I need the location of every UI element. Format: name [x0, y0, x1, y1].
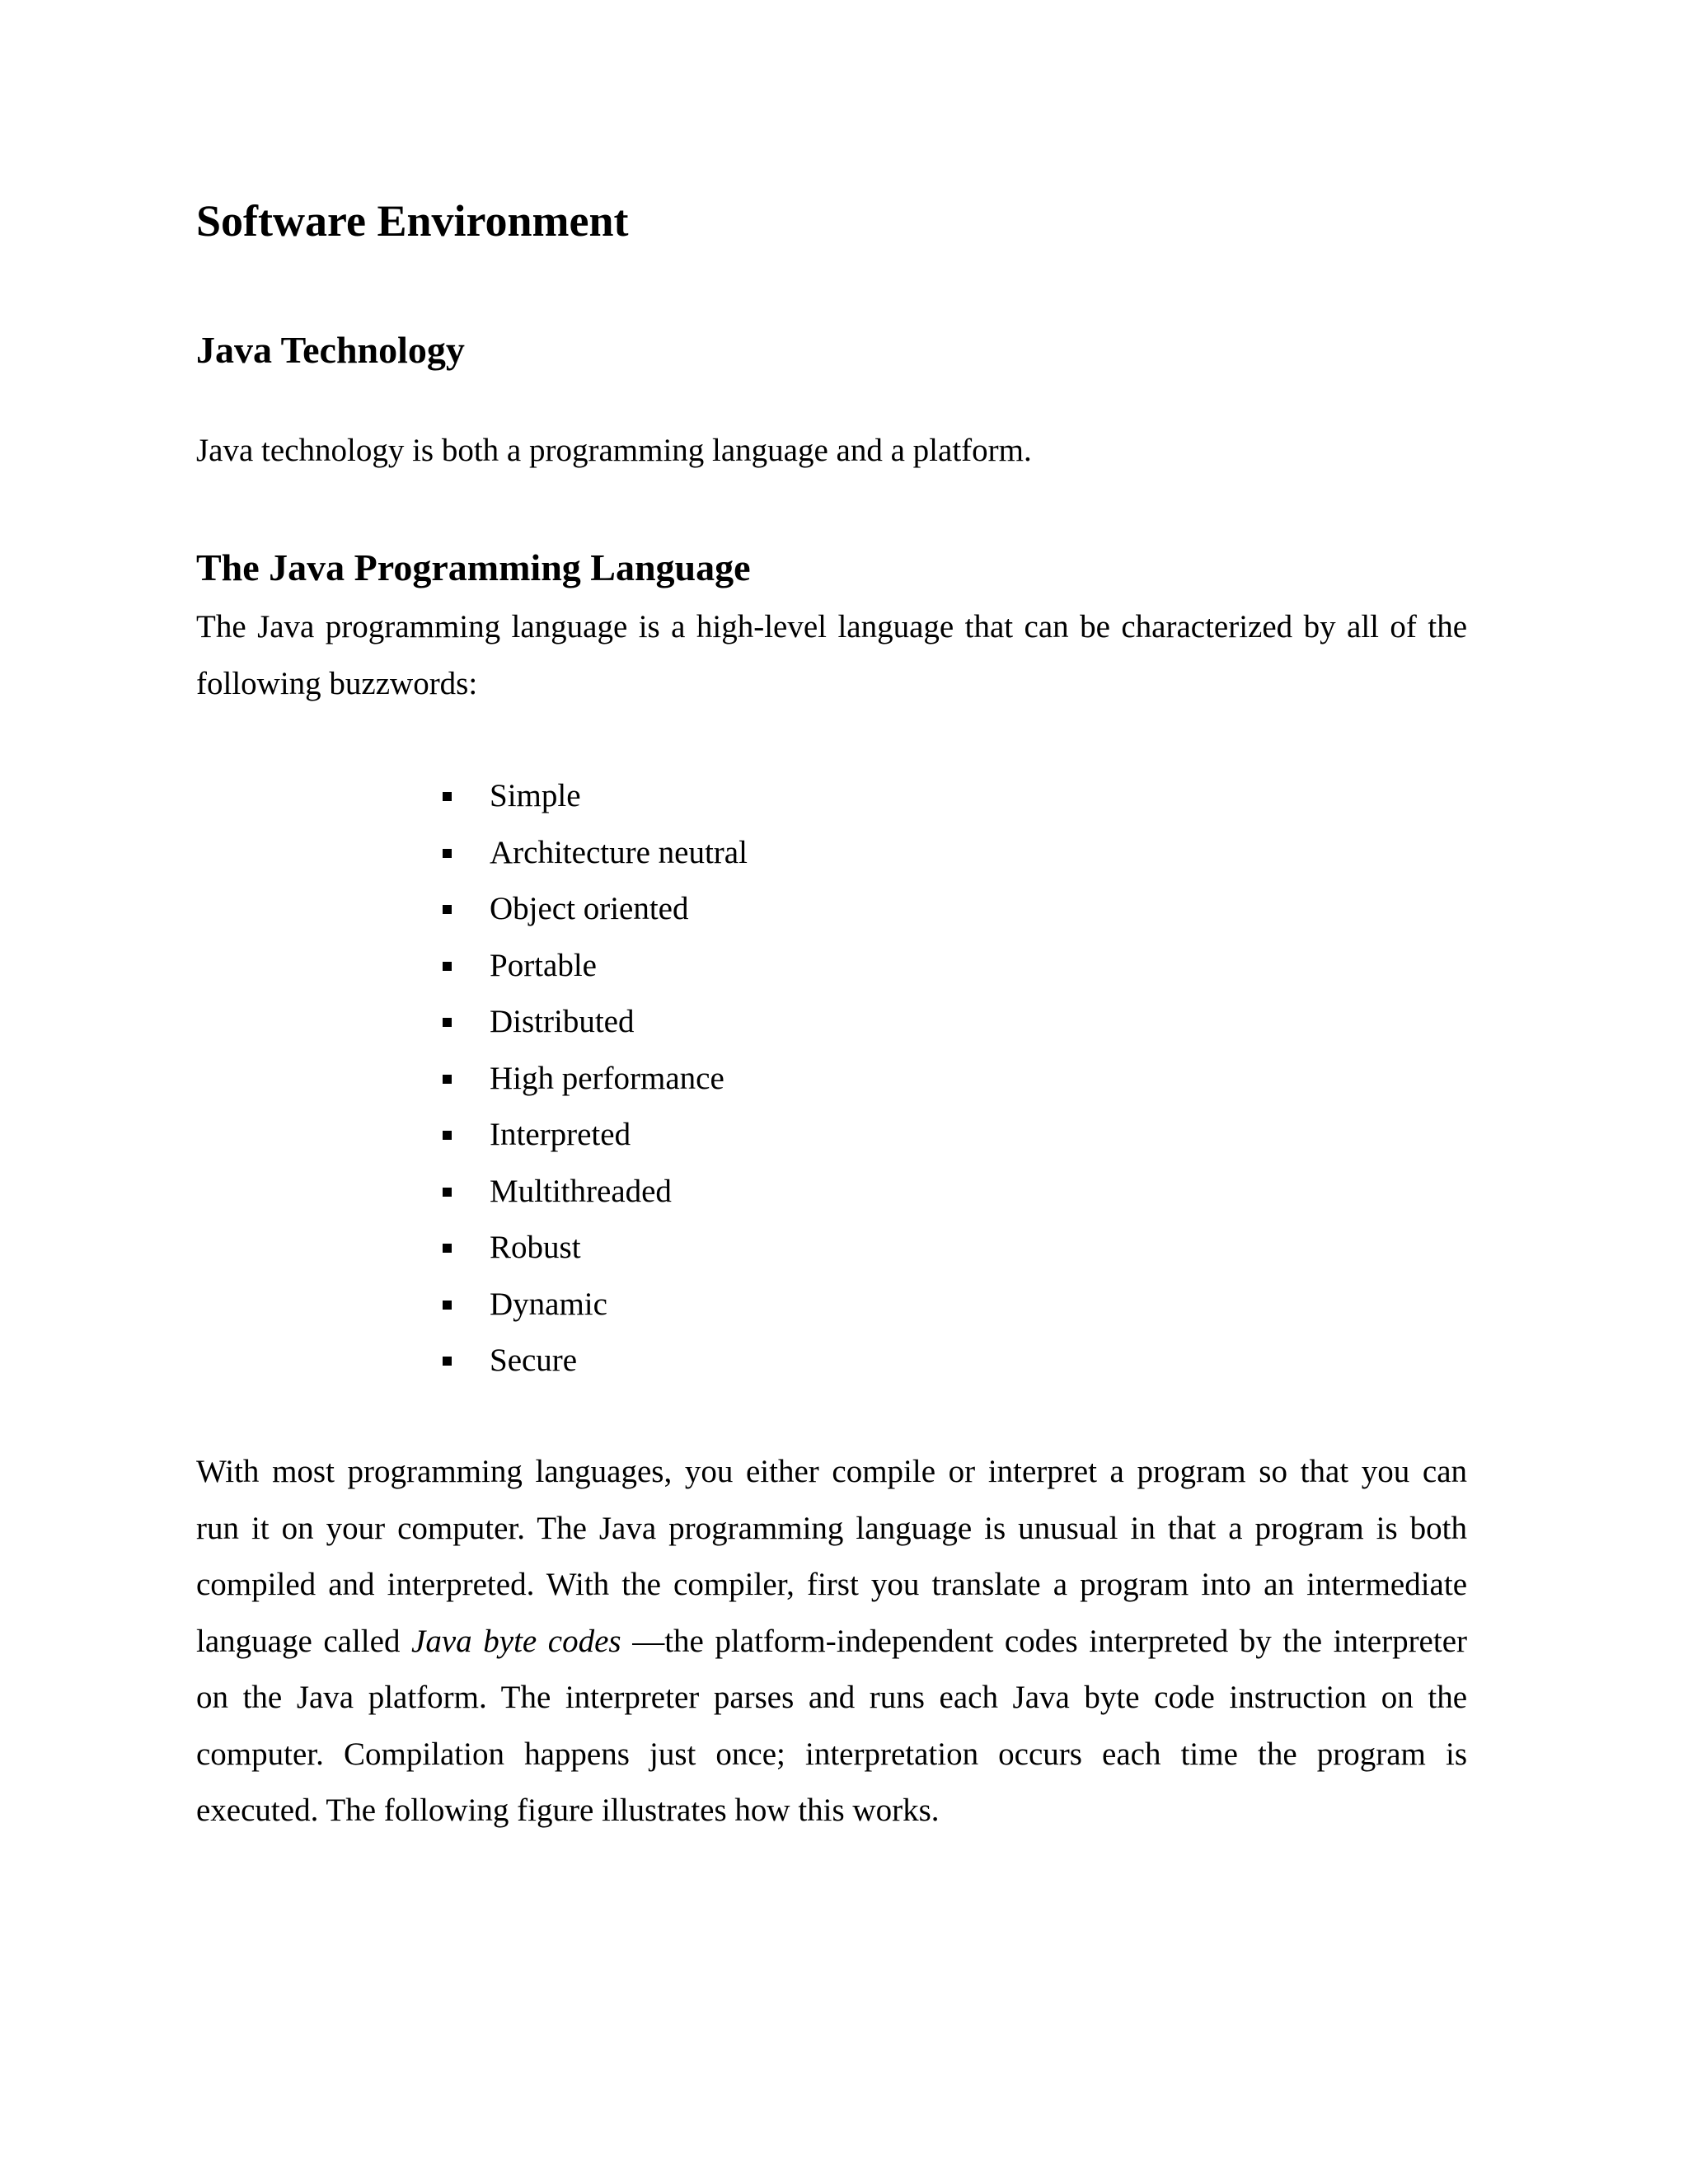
body-paragraph [196, 1444, 1467, 1840]
list-item-label: Distributed [490, 1004, 635, 1039]
list-item-label: Interpreted [490, 1117, 631, 1152]
body-line-1: With most programming languages, you either compile or interpret a program so that you can [196, 1454, 1467, 1489]
list-item-label: Portable [490, 947, 597, 983]
list-item-label: Secure [490, 1343, 578, 1378]
body-line-4-prefix: language called [196, 1623, 412, 1659]
list-item-label: High performance [490, 1060, 724, 1096]
square-bullet-icon [443, 962, 452, 971]
square-bullet-icon [443, 1188, 452, 1197]
square-bullet-icon [443, 905, 452, 914]
square-bullet-icon [443, 1244, 452, 1253]
body-line-7: executed. The following figure illustrates how this works. [196, 1793, 940, 1828]
square-bullet-icon [443, 849, 452, 858]
list-item-label: Dynamic [490, 1286, 607, 1322]
page-title: Software Environment [196, 196, 629, 246]
list-item-label: Robust [490, 1230, 581, 1265]
body-line-6: computer. Compilation happens just once; interpretation occurs each time the program is [196, 1736, 1467, 1772]
body-line-2: run it on your computer. The Java programming language is unusual in that a program is both [196, 1510, 1467, 1546]
list-item-label: Multithreaded [490, 1173, 672, 1209]
body-line-5: on the Java platform. The interpreter parses and runs each Java byte code instruction on the [196, 1680, 1467, 1715]
square-bullet-icon [443, 1075, 452, 1084]
lead-paragraph [196, 599, 1467, 712]
square-bullet-icon [443, 1357, 452, 1366]
section-heading-java-technology: Java Technology [196, 329, 465, 371]
body-line-4-suffix: —the platform-independent codes interpreted by the interpreter [621, 1623, 1468, 1659]
lead-line-2: following buzzwords: [196, 665, 478, 701]
square-bullet-icon [443, 1301, 452, 1310]
square-bullet-icon [443, 1018, 452, 1027]
subsection-heading-java-language: The Java Programming Language [196, 546, 751, 588]
square-bullet-icon [443, 792, 452, 801]
square-bullet-icon [443, 1131, 452, 1140]
body-line-3: compiled and interpreted. With the compiler, first you translate a program into an intermediate [196, 1567, 1467, 1602]
list-item-label: Object oriented [490, 891, 689, 926]
intro-paragraph: Java technology is both a programming language and a platform. [196, 433, 1032, 468]
list-item-label: Architecture neutral [490, 834, 748, 870]
java-byte-codes-term: Java byte codes [411, 1623, 621, 1659]
lead-line-1: The Java programming language is a high-level language that can be characterized by all of the [196, 609, 1467, 644]
list-item-label: Simple [490, 778, 581, 813]
body-line-4 [196, 1614, 1467, 1671]
